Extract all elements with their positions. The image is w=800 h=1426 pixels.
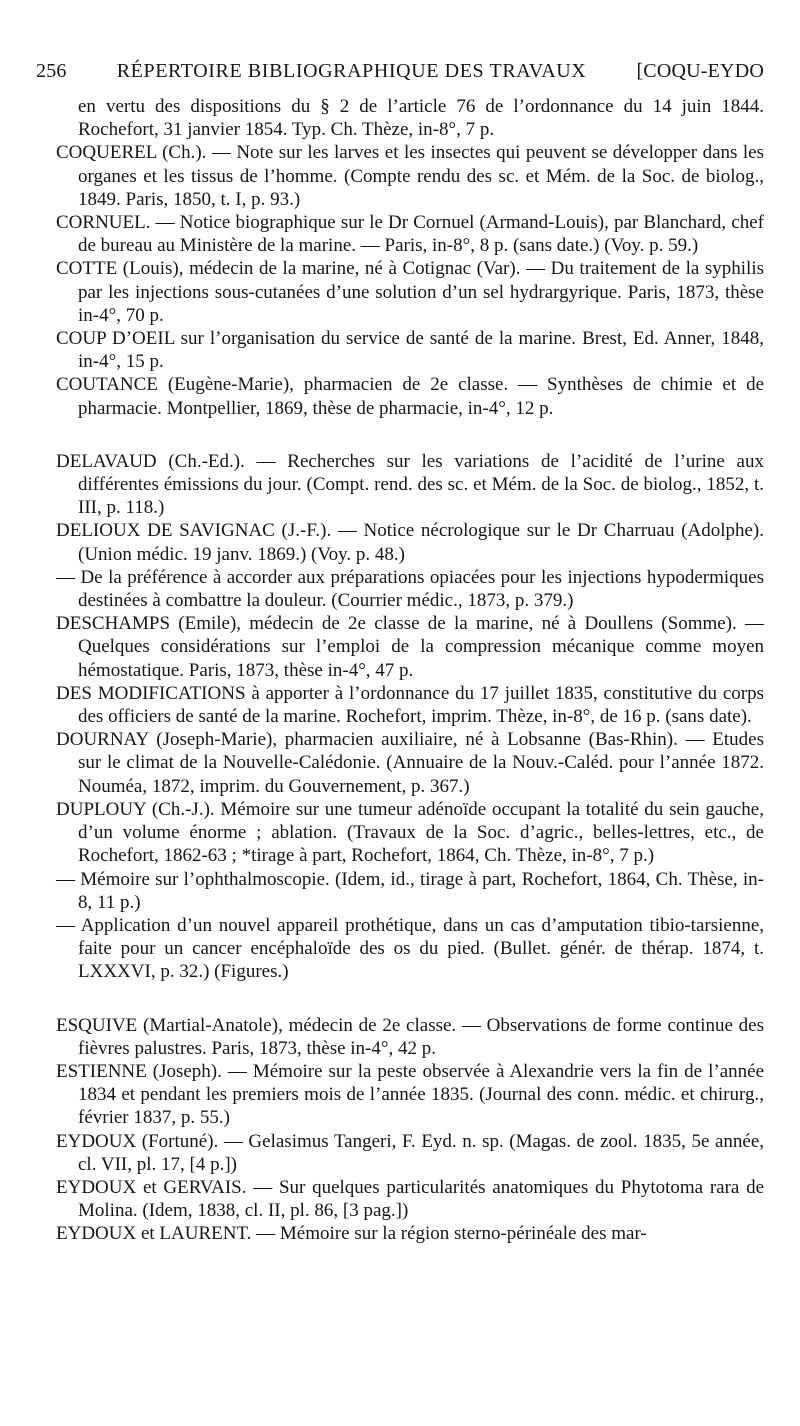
- bibliography-entry: DUPLOUY (Ch.-J.). Mémoire sur une tumeur adénoïde occupant la totalité du sein gauche, d’un volume énorme ; ablation. (Travaux de la Soc. d’agric., belles-lettres, etc., de Rochefort, 1862-63 ; *tirage à part, Rochefort, 1864, Ch. Thèze, in-8°, 7 p.): [56, 798, 764, 867]
- bibliography-entry: EYDOUX et LAURENT. — Mémoire sur la région sterno-périnéale des mar-: [56, 1223, 647, 1245]
- bibliography-entry: EYDOUX (Fortuné). — Gelasimus Tangeri, F. Eyd. n. sp. (Magas. de zool. 1835, 5e année, cl. VII, pl. 17, [4 p.]): [56, 1130, 764, 1175]
- bibliography-entry: DES MODIFICATIONS à apporter à l’ordonnance du 17 juillet 1835, constitutive du corps des officiers de santé de la marine. Rochefort, imprim. Thèze, in-8°, de 16 p. (sans date).: [56, 682, 764, 728]
- bibliography-entry: — Mémoire sur l’ophthalmoscopie. (Idem, id., tirage à part, Rochefort, 1864, Ch. Thèse, in-8, 11 p.): [56, 868, 764, 913]
- running-title: RÉPERTOIRE BIBLIOGRAPHIQUE DES TRAVAUX: [116, 60, 587, 82]
- bibliography-entry: COUTANCE (Eugène-Marie), pharmacien de 2e classe. — Synthèses de chimie et de pharmacie. Montpellier, 1869, thèse de pharmacie, in-4°, 12 p.: [56, 374, 764, 419]
- page-header: [36, 60, 764, 83]
- bibliography-entry: — De la préférence à accorder aux préparations opiacées pour les injections hypodermiques destinées à combattre la douleur. (Courrier médic., 1873, p. 379.): [56, 566, 764, 612]
- section-gap: [56, 420, 764, 450]
- bibliography-entry: DESCHAMPS (Emile), médecin de 2e classe de la marine, né à Doullens (Somme). — Quelques considérations sur l’emploi de la compression mécanique comme moyen hémostatique. Paris, 1873, thèse in-4°, 47 p.: [56, 613, 764, 681]
- bibliography-entry: DELIOUX DE SAVIGNAC (J.-F.). — Notice nécrologique sur le Dr Charruau (Adolphe). (Union médic. 19 janv. 1869.) (Voy. p. 48.): [56, 520, 764, 565]
- bibliography-entry: — Application d’un nouvel appareil prothétique, dans un cas d’amputation tibio-tarsienne, faite pour un cancer encéphaloïde des os du pied. (Bullet. génér. de thérap. 1874, t. LXXXVI, p. 32.) (Figures.): [56, 914, 764, 983]
- bibliography-entry: COTTE (Louis), médecin de la marine, né à Cotignac (Var). — Du traitement de la syphilis par les injections sous-cutanées d’une solution d’un sel hydrargyrique. Paris, 1873, thèse in-4°, 70 p.: [56, 258, 764, 326]
- section-gap: [56, 984, 764, 1014]
- bibliography-entry: CORNUEL. — Notice biographique sur le Dr Cornuel (Armand-Louis), par Blanchard, chef de bureau au Ministère de la marine. — Paris, in-8°, 8 p. (sans date.) (Voy. p. 59.): [56, 212, 764, 257]
- page-number: 256: [36, 60, 67, 82]
- bibliography-entry: COUP D’OEIL sur l’organisation du service de santé de la marine. Brest, Ed. Anner, 1848, in-4°, 15 p.: [56, 328, 764, 373]
- bibliography-entry: ESTIENNE (Joseph). — Mémoire sur la peste observée à Alexandrie vers la fin de l’année 1834 et pendant les premiers mois de l’année 1835. (Journal des conn. médic. et chirurg., février 1837, p. 55.): [56, 1060, 764, 1129]
- bibliography-entry: DOURNAY (Joseph-Marie), pharmacien auxiliaire, né à Lobsanne (Bas-Rhin). — Etudes sur le climat de la Nouvelle-Calédonie. (Annuaire de la Nouv.-Caléd. pour l’année 1872. Nouméa, 1872, imprim. du Gouvernement, p. 367.): [56, 729, 764, 797]
- bibliography-entry: COQUEREL (Ch.). — Note sur les larves et les insectes qui peuvent se développer dans les organes et les tissus de l’homme. (Compte rendu des sc. et Mém. de la Soc. de biolog., 1849. Paris, 1850, t. I, p. 93.): [56, 142, 764, 210]
- bibliography-entry: EYDOUX et GERVAIS. — Sur quelques particularités anatomiques du Phytotoma rara de Molina. (Idem, 1838, cl. II, pl. 86, [3 pag.]): [56, 1176, 764, 1222]
- bibliography-entry: DELAVAUD (Ch.-Ed.). — Recherches sur les variations de l’acidité de l’urine aux différentes émissions du jour. (Compt. rend. des sc. et Mém. de la Soc. de biolog., 1852, t. III, p. 118.): [56, 450, 764, 519]
- bibliography-entry: ESQUIVE (Martial-Anatole), médecin de 2e classe. — Observations de forme continue des fièvres palustres. Paris, 1873, thèse in-4°, 42 p.: [56, 1014, 764, 1059]
- bibliography-entry: en vertu des dispositions du § 2 de l’article 76 de l’ordonnance du 14 juin 1844. Rochefort, 31 janvier 1854. Typ. Ch. Thèze, in-8°, 7 p.: [78, 96, 764, 141]
- entry-range: [COQU-EYDO: [636, 60, 764, 82]
- bibliography-body: [56, 95, 764, 1246]
